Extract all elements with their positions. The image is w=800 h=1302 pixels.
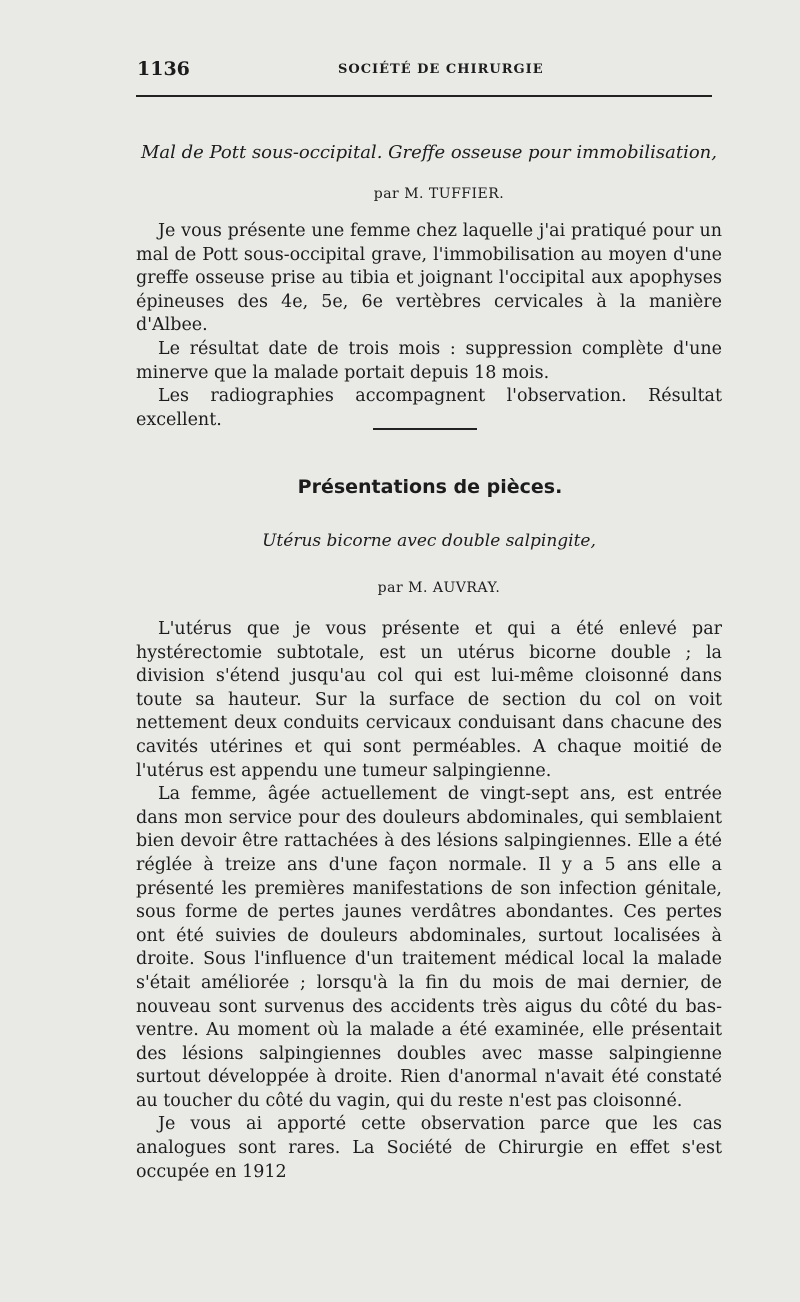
article-byline: par M. TUFFIER. bbox=[373, 186, 505, 202]
header-rule bbox=[136, 95, 712, 97]
paragraph: L'utérus que je vous présente et qui a été enlevé par hystérectomie subtotale, est un utérus bicorne double ; la division s'étend jusqu'au col qui est lui-même cloisonné dans toute sa hauteur. Sur la surface de section du col on voit nettement deux conduits cervicaux conduisant dans chacune des cavités utérines et qui sont perméables. A chaque moitié de l'utérus est appendu une tumeur salpingienne. bbox=[136, 619, 722, 781]
article-byline: par M. AUVRAY. bbox=[377, 580, 501, 596]
article-tuffier bbox=[136, 140, 722, 432]
section-divider bbox=[373, 428, 477, 430]
article-title: Utérus bicorne avec double salpingite, bbox=[262, 531, 596, 551]
paragraph: Je vous ai apporté cette observation parce que les cas analogues sont rares. La Société de Chirurgie en effet s'est occupée en 1912 bbox=[136, 1114, 722, 1182]
section-heading: Présentations de pièces. bbox=[297, 476, 563, 498]
article-body bbox=[136, 220, 722, 432]
article-auvray bbox=[136, 528, 722, 1184]
paragraph: Le résultat date de trois mois : suppression complète d'une minerve que la malade portait depuis 18 mois. bbox=[136, 338, 722, 383]
article-body bbox=[136, 618, 722, 1184]
paragraph: Je vous présente une femme chez laquelle j'ai pratiqué pour un mal de Pott sous-occipital grave, l'immobilisation au moyen d'une greffe osseuse prise au tibia et joignant l'occipital aux apophyses épineuses des 4e, 5e, 6e vertèbres cervicales à la manière d'Albee. bbox=[136, 221, 722, 336]
article-title: Mal de Pott sous-occipital. Greffe osseuse pour immobilisation, bbox=[141, 142, 717, 163]
paragraph: Les radiographies accompagnent l'observation. Résultat excellent. bbox=[136, 386, 722, 430]
page-number: 1136 bbox=[137, 58, 190, 80]
paragraph: La femme, âgée actuellement de vingt-sept ans, est entrée dans mon service pour des douleurs abdominales, qui semblaient bien devoir être rattachées à des lésions salpingiennes. Elle a été réglée à treize ans d'une façon normale. Il y a 5 ans elle a présenté les premières manifestations de son infection génitale, sous forme de pertes jaunes verdâtres abondantes. Ces pertes ont été suivies de douleurs abdominales, surtout localisées à droite. Sous l'influence d'un traitement médical local la malade s'était améliorée ; lorsqu'à la fin du mois de mai dernier, de nouveau sont survenus des accidents très aigus du côté du bas-ventre. Au moment où la malade a été examinée, elle présentait des lésions salpingiennes doubles avec masse salpingienne surtout développée à droite. Rien d'anormal n'avait été constaté au toucher du côté du vagin, qui du reste n'est pas cloisonné. bbox=[136, 784, 722, 1111]
running-head: SOCIÉTÉ DE CHIRURGIE bbox=[338, 62, 544, 77]
